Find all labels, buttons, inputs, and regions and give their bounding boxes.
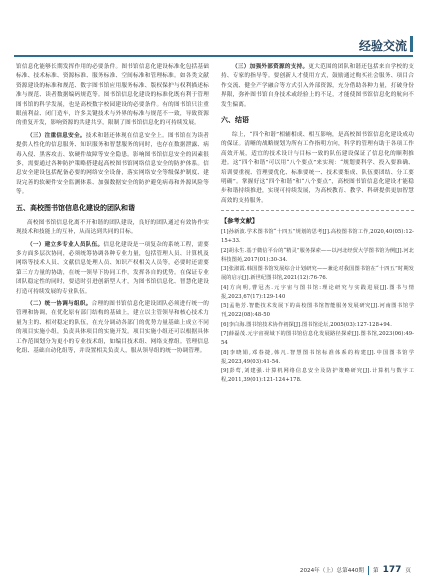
reference-item: [2]胡永生.基于微信平台的“精灵”服务探索——以河北经贸大学图书馆为例[J].河北科技图苑,2017(01):30-34. bbox=[221, 247, 414, 263]
reference-item: [4]方向明,曹冠杰.元宇宙与图书馆:理论研究与实践进展[J].图书与情报,2023,67(17):129-140 bbox=[221, 284, 414, 300]
section-header-label: 经验交流 bbox=[358, 39, 407, 53]
subheading-external-support: （三）加强外部资源的支持。 bbox=[232, 64, 309, 70]
paragraph-coordination bbox=[16, 300, 209, 356]
paragraph-team-composition-text: 信息化建设是一项复杂的系统工程，需要多方面多层次协同，必须统筹协调各种专业力量，包括管理人员、计算机及网络等技术人员、文献信息处理人员、知识产权相关人员等，必要时还需要第三方力量的协助，在统一领导下协同工作，发挥各自的优势。在保证专业团队稳定性的同时，要适时引进创新型人才，为图书馆信息化、智慧化建设打造可持续发展的专业队伍。 bbox=[16, 241, 210, 295]
reference-item: [5]孟艳芳.智能技术发展下的高校图书馆智能服务发展研究[J].河南图书馆学刊,2022(08):48-50 bbox=[221, 303, 414, 319]
subheading-security: （三）注重信息安全。 bbox=[27, 132, 86, 139]
paragraph-standards: 馆信息化能够长期发挥作用的必要条件。图书馆信息化建设标准化包括基础标准、技术标准、资源标准、服务标准、空间标准和管理标准。如各类文献资源建设的标准和规范、数字图书馆应用服务标准、版权保护与权利描述标准与规范、读者数据编码规范等。图书馆信息化建设的标准化既有利于管理图书馆的科学发展，也是高校数字校园建设的必要条件。有的图书馆只注重眼前利益、闭门造车，许多关键技术与外界的标准与规范不一致，导致资源的重复开发，影响资源的共建共享，限制了图书馆信息化的可持续发展。 bbox=[16, 64, 209, 127]
paragraph-security bbox=[16, 132, 209, 198]
section-6-title: 六、结语 bbox=[221, 116, 249, 125]
right-column bbox=[221, 63, 414, 386]
subheading-team-composition: （一）建立多专业人员队伍。 bbox=[27, 241, 104, 248]
paragraph-section5-intro: 高校图书馆信息化离不开和谐的团队建设，良好的团队通过有效协作实现技术和技能上的互补，从而达到共同的目标。 bbox=[16, 219, 209, 236]
paragraph-conclusion: 综上，“四个和谐”相辅相成、相互影响，是高校图书馆信息化建设成功的保证。清晰的战略规划为所有工作指明方向，科学的管理有助于各项工作高效开展，适宜的技术设计与目标一致的队伍建设保证了信息化的顺利推进。这“四个和谐”可以用“八个要点”来实现：“规划要科学、投入要准确、培训要重视、管理要优化、标准要统一、技术要集成、队伍要团结、分工要明确”。掌握好这“四个和谐”和“八个要点”，高校图书馆信息化建设才能稳步和谐持续推进，实现可持续发展，为高校教育、教学、科研提供更加智慧高效的支持服务。 bbox=[221, 132, 414, 204]
paragraph-external-support-text: 更大范围的团队和谐还包括来自学校的支持、专家的指导等。要创新人才使用方式，鼓励通过购买社会服务、项目合作交流、健全产学融合等方式引入外部资源，充分借助各种力量，打破身份界限，弥补图书馆自身技术或经验上的不足，才能使图书馆信息化的航向不发生偏离。 bbox=[221, 64, 415, 108]
page-footer bbox=[300, 565, 411, 575]
paragraph-external-support bbox=[221, 63, 414, 110]
subheading-coordination: （二）统一协调与组织。 bbox=[27, 300, 92, 307]
paragraph-coordination-text: 合理的图书馆信息化建设团队必须进行统一的管理和协调，在优化原有部门结构的基础上，建立以主管领导和核心技术力量为主的、相对稳定的队伍，在充分调动各部门的优势力量基础上成立不同的项目实施小组，负责具体项目的实施开发。项目实施小组还可以根据具体工作范围划分为更小的专业技术组，如编目技术组、网络支撑组。管理信息化组、基础自动化组等，并设置相关负责人，服从领导组的统一协调管理。 bbox=[16, 300, 209, 354]
section-5-title: 五、高校图书馆信息化建设的团队和谐 bbox=[16, 203, 135, 212]
header-accent-bar bbox=[410, 36, 413, 52]
left-column bbox=[16, 63, 209, 359]
reference-item: [7]薛磊茂.元宇宙视域下的图书馆信息化发展路径探索[J].图书馆,2023(06):49-54 bbox=[221, 331, 414, 347]
page-suffix: 页 bbox=[405, 568, 411, 574]
references-section bbox=[221, 210, 414, 385]
reference-item: [3]张淑霞.韩国图书馆发展综合计划研究——兼论对我国图书馆在“十四五”时期发展的启示[J].新世纪图书馆,2021(12):76-76. bbox=[221, 266, 414, 282]
references-list bbox=[221, 228, 414, 385]
footer-divider bbox=[368, 566, 369, 575]
references-title: 【参考文献】 bbox=[221, 218, 259, 226]
reference-item: [1]孙新波.学术图书馆“十四五”规划的思考[J].高校图书馆工作,2020,40(05):12-15+33. bbox=[221, 229, 414, 245]
issue-info: 2024年（上）总第440期 bbox=[299, 568, 364, 574]
reference-item: [8]李晓娟,邓春捷,韩凡.智慧图书馆标准体系的构建[J].中国图书馆学报,2023,49(03):41-54. bbox=[221, 349, 414, 365]
reference-item: [9]彭莺,刘建强.计算机网络信息安全及防护策略研究[J].计算机与数字工程,2011,39(01):121-124+178. bbox=[221, 368, 414, 384]
paragraph-security-text: 技术和谐还体现在信息安全上。图书馆在为读者提供人性化的信息服务、知识服务和智慧服务的同时，也存在数据泄露、病毒入侵、黑客攻击、软硬件故障等安全隐患。影响图书馆信息安全的因素很多，需要通过各种防护策略搭建起高校图书馆网络信息安全的防护体系。信息安全建设包括配备必要的网络安全设备，落实网络安全等级保护制度、建设完善的软硬件安全监测体系、加强数据安全的防护避免病毒和外源风险等等。 bbox=[16, 132, 209, 196]
header-divider bbox=[14, 55, 413, 57]
page-prefix: 第 bbox=[372, 568, 379, 574]
reference-item: [6]李白海.图书馆技术协作初探[J].图书馆论坛,2005(03):127-128+94. bbox=[221, 321, 392, 328]
paragraph-team-composition bbox=[16, 241, 209, 297]
page-number: 177 bbox=[382, 565, 402, 575]
